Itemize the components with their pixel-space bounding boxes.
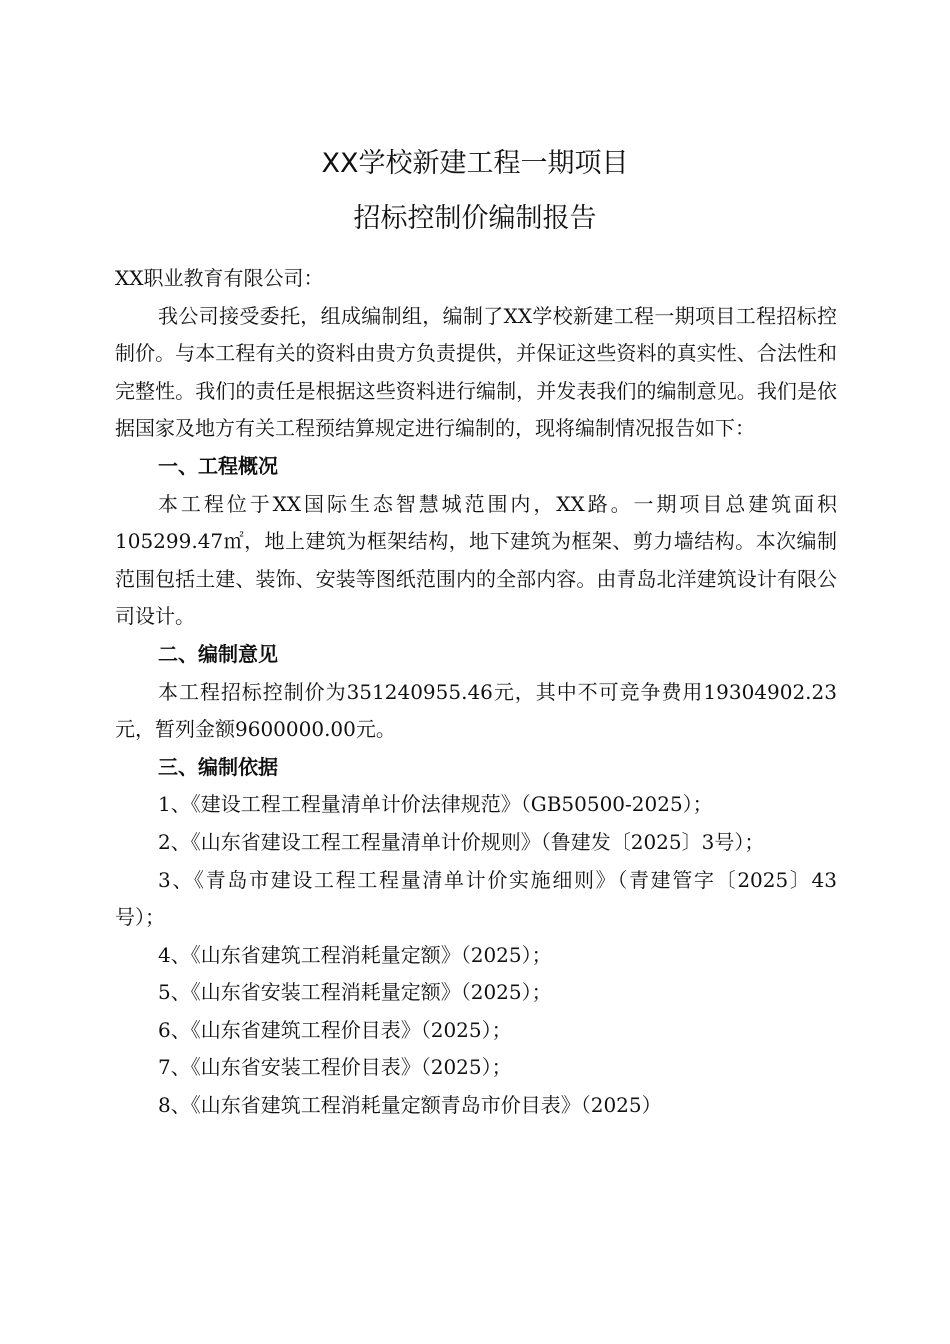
- basis-item: 6、《山东省建筑工程价目表》（2025）；: [158, 1017, 512, 1042]
- section-heading-overview: 一、工程概况: [158, 453, 278, 478]
- basis-item: 1、《建设工程工程量清单计价法律规范》（GB50500-2025）；: [158, 792, 713, 817]
- basis-item: 3、《青岛市建设工程工程量清单计价实施细则》（青建管字〔2025〕43号）；: [115, 867, 837, 930]
- opinion-paragraph: 本工程招标控制价为351240955.46元，其中不可竞争费用19304902.23元，暂列金额9600000.00元。: [115, 679, 837, 742]
- document-subtitle: 招标控制价编制报告: [353, 203, 597, 234]
- basis-item: 4、《山东省建筑工程消耗量定额》（2025）；: [158, 942, 552, 967]
- addressee: XX职业教育有限公司：: [115, 266, 324, 290]
- basis-item: 8、《山东省建筑工程消耗量定额青岛市价目表》（2025）: [158, 1093, 662, 1118]
- overview-paragraph: 本工程位于XX国际生态智慧城范围内，XX路。一期项目总建筑面积105299.47㎡，地上建筑为框架结构，地下建筑为框架、剪力墙结构。本次编制范围包括土建、装饰、安装等图纸范围内的全部内容。由青岛北洋建筑设计有限公司设计。: [115, 491, 837, 629]
- section-heading-basis: 三、编制依据: [158, 754, 278, 779]
- document-title: XX学校新建工程一期项目: [321, 148, 629, 179]
- basis-item: 5、《山东省安装工程消耗量定额》（2025）；: [158, 980, 552, 1005]
- basis-item: 7、《山东省安装工程价目表》（2025）；: [158, 1055, 512, 1080]
- intro-paragraph: 我公司接受委托，组成编制组，编制了XX学校新建工程一期项目工程招标控制价。与本工程有关的资料由贵方负责提供，并保证这些资料的真实性、合法性和完整性。我们的责任是根据这些资料进行编制，并发表我们的编制意见。我们是依据国家及地方有关工程预结算规定进行编制的，现将编制情况报告如下：: [115, 303, 837, 441]
- document-body: [115, 260, 837, 1125]
- basis-item: 2、《山东省建设工程工程量清单计价规则》（鲁建发〔2025〕3号）；: [158, 829, 765, 854]
- section-heading-opinion: 二、编制意见: [158, 641, 278, 666]
